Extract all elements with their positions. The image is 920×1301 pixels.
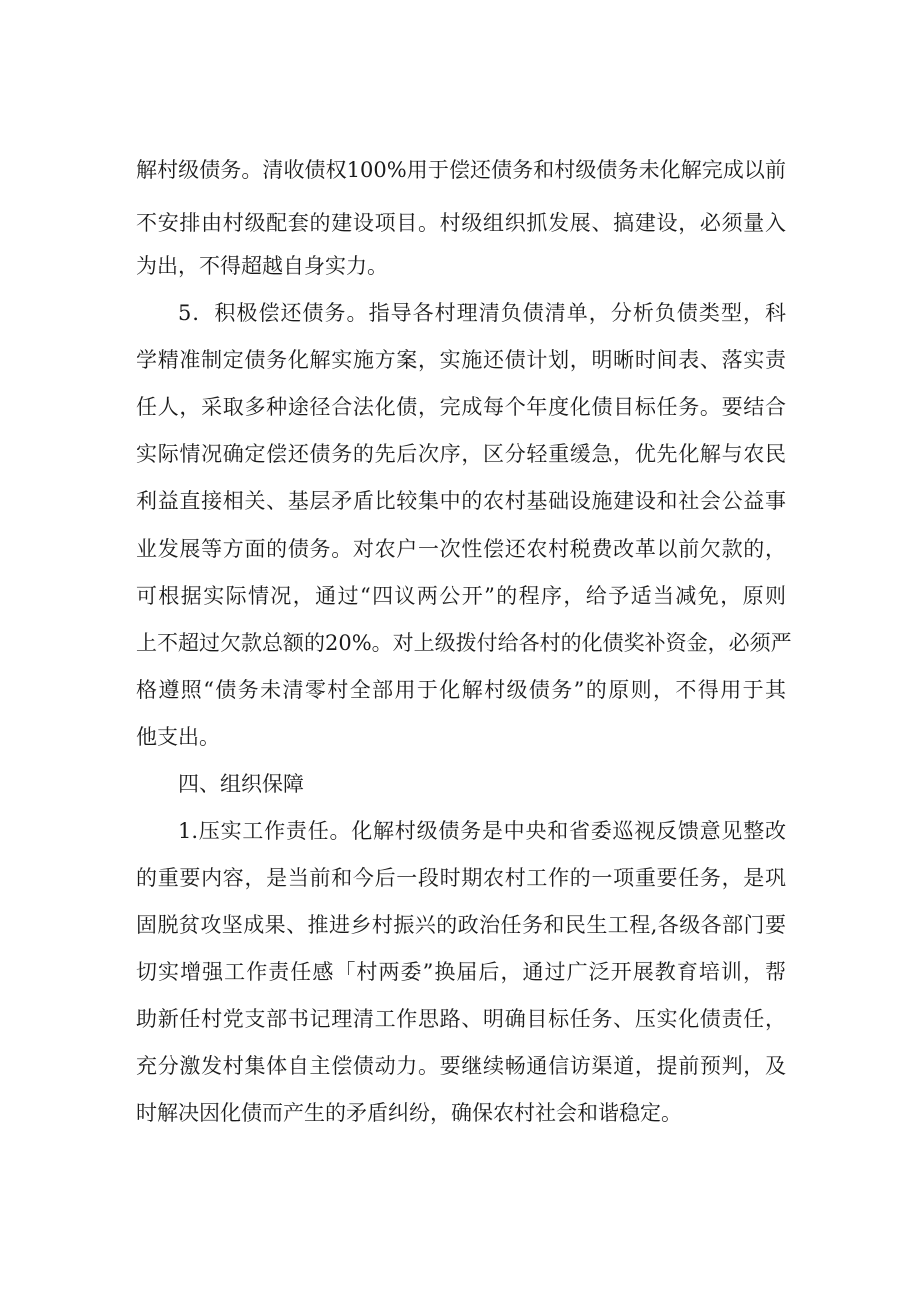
text-line: 为出，不得超越自身实力。 [136, 254, 388, 278]
text-line: 不安排由村级配套的建设项目。村级组织抓发展、搞建设，必须量入 [136, 211, 786, 235]
text-line: 业发展等方面的债务。对农户一次性偿还农村税费改革以前欠款的， [136, 537, 786, 561]
text-line: 的重要内容，是当前和今后一段时期农村工作的一项重要任务，是巩 [136, 866, 786, 890]
text-line: 上不超过欠款总额的20%。对上级拨付给各村的化债奖补资金，必须严 [136, 631, 792, 655]
text-line: 5．积极偿还债务。指导各村理清负债清单，分析负债类型，科 [178, 301, 786, 325]
text-line: 助新任村党支部书记理清工作思路、明确目标任务、压实化债责任， [136, 1007, 786, 1031]
text-line: 1.压实工作责任。化解村级债务是中央和省委巡视反馈意见整改 [178, 819, 786, 843]
text-line: 时解决因化债而产生的矛盾纠纷，确保农村社会和谐稳定。 [136, 1101, 682, 1125]
section-heading: 四、组织保障 [178, 772, 304, 796]
text-line: 学精准制定债务化解实施方案，实施还债计划，明晰时间表、落实责 [136, 348, 786, 372]
text-line: 他支出。 [136, 725, 220, 749]
text-line: 可根据实际情况，通过“四议两公开”的程序，给予适当减免，原则 [136, 584, 786, 608]
text-line: 切实增强工作责任感「村两委”换届后，通过广泛开展教育培训，帮 [136, 960, 786, 984]
text-line: 任人，采取多种途径合法化债，完成每个年度化债目标任务。要结合 [136, 395, 786, 419]
text-line: 解村级债务。清收债权100%用于偿还债务和村级债务未化解完成以前 [136, 158, 786, 182]
text-line: 充分激发村集体自主偿债动力。要继续畅通信访渠道，提前预判，及 [136, 1054, 786, 1078]
text-line: 利益直接相关、基层矛盾比较集中的农村基础设施建设和社会公益事 [136, 489, 786, 513]
text-line: 格遵照“债务未清零村全部用于化解村级债务”的原则，不得用于其 [136, 678, 786, 702]
text-line: 实际情况确定偿还债务的先后次序，区分轻重缓急，优先化解与农民 [136, 442, 786, 466]
text-line: 固脱贫攻坚成果、推进乡村振兴的政治任务和民生工程,各级各部门要 [136, 913, 786, 937]
